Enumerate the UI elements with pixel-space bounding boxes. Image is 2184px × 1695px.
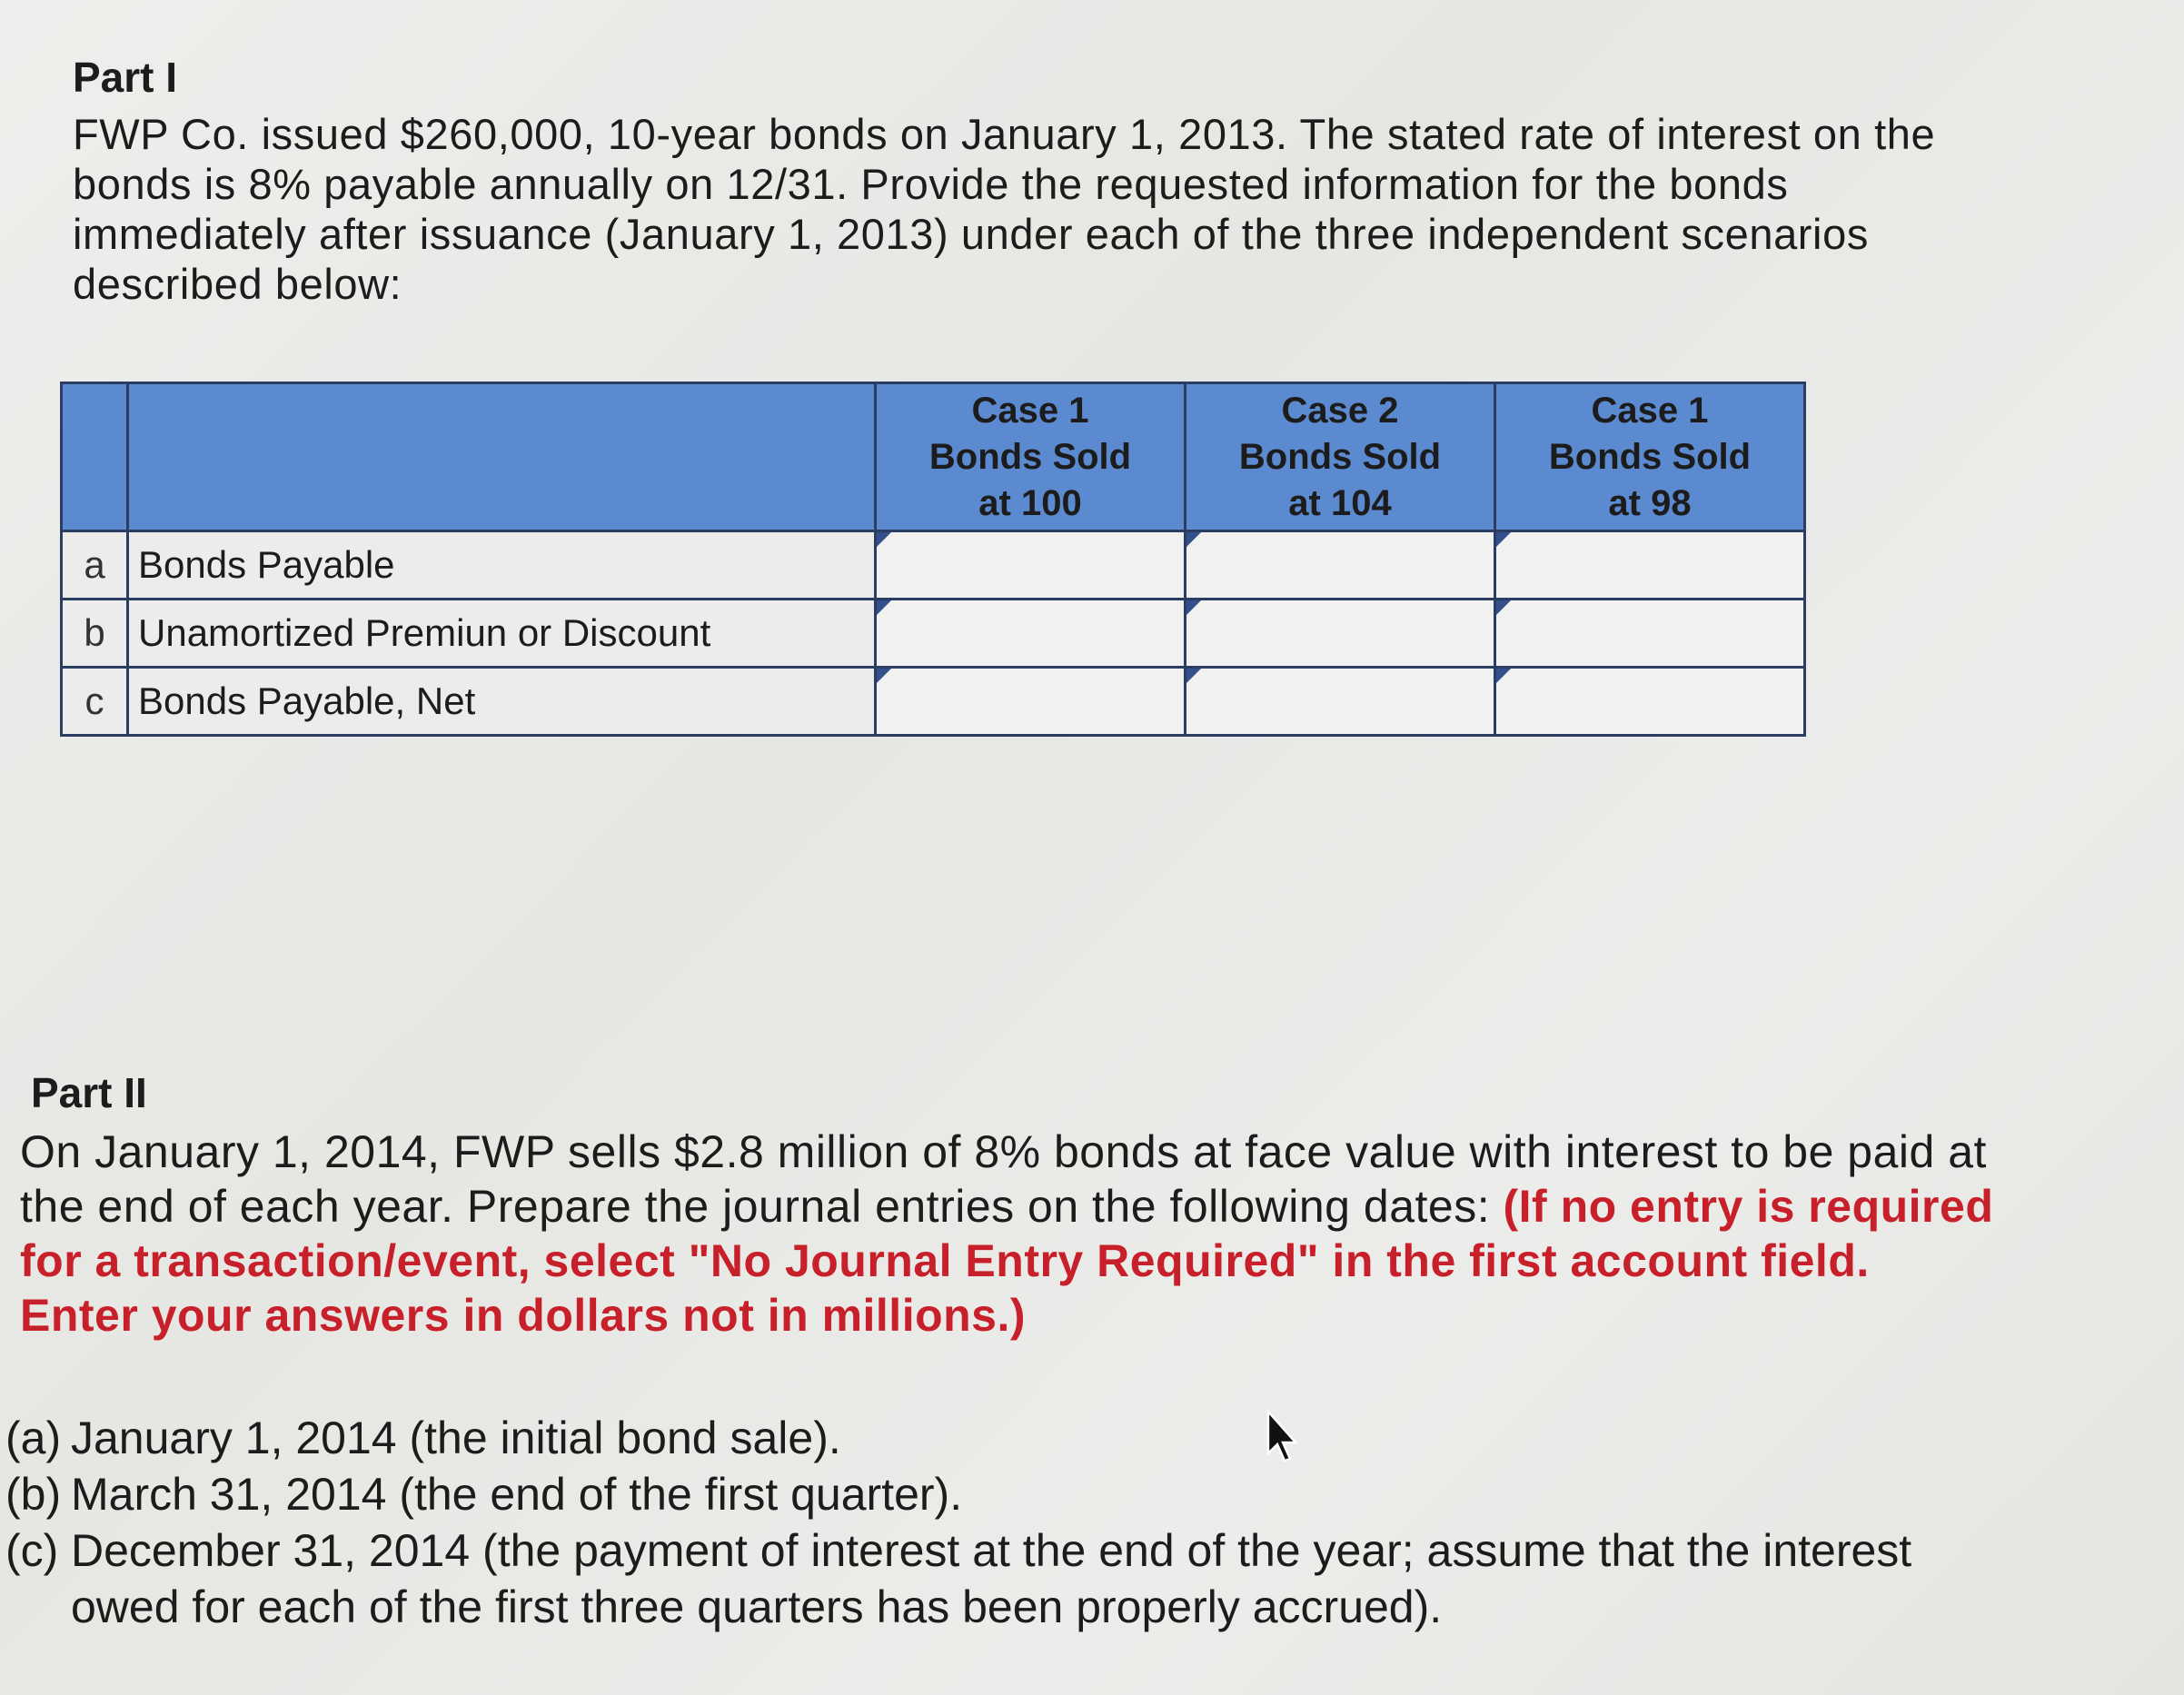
input-case1-bonds-net[interactable] <box>876 668 1186 736</box>
input-case2-bonds-payable[interactable] <box>1186 531 1495 600</box>
part1-text: FWP Co. issued $260,000, 10-year bonds on January 1, 2013. The stated rate of interest on the bonds is 8% payable annually on 12/31. Provide the requested information for the bonds immediately after issuance (January 1, 2013) under each of the three independent scenarios described below: <box>73 110 1936 308</box>
row-letter: c <box>62 668 128 736</box>
input-case3-unamortized[interactable] <box>1495 600 1805 668</box>
header-case-2: Case 2 Bonds Sold at 104 <box>1186 383 1495 531</box>
input-case2-bonds-net[interactable] <box>1186 668 1495 736</box>
bonds-table <box>60 382 1806 737</box>
header-case-3: Case 1 Bonds Sold at 98 <box>1495 383 1805 531</box>
part2-section <box>20 1068 2000 1343</box>
table-row-bonds-payable <box>62 531 1805 600</box>
table-row-bonds-net <box>62 668 1805 736</box>
input-case1-bonds-payable[interactable] <box>876 531 1186 600</box>
part1-section <box>73 53 1980 309</box>
journal-dates-list <box>5 1410 2004 1635</box>
list-item: (c) December 31, 2014 (the payment of interest at the end of the year; assume that the interest owed for each of the first three quarters has been properly accrued). <box>5 1525 1912 1632</box>
header-case-1: Case 1 Bonds Sold at 100 <box>876 383 1186 531</box>
part1-title: Part I <box>73 54 178 101</box>
row-label: Bonds Payable, Net <box>128 668 876 736</box>
row-letter: b <box>62 600 128 668</box>
row-label: Unamortized Premiun or Discount <box>128 600 876 668</box>
list-item: (a) January 1, 2014 (the initial bond sale). <box>5 1412 841 1463</box>
header-blank-letter <box>62 383 128 531</box>
row-label: Bonds Payable <box>128 531 876 600</box>
input-case3-bonds-net[interactable] <box>1495 668 1805 736</box>
part2-text: On January 1, 2014, FWP sells $2.8 million of 8% bonds at face value with interest to be paid at the end of each year. Prepare the journal entries on the following dates: (If no entry is required for a transaction/event, select "No Journal Entry Required" in the first account field. Enter your answers in dollars not in millions.) <box>20 1126 1994 1341</box>
input-case3-bonds-payable[interactable] <box>1495 531 1805 600</box>
header-blank-label <box>128 383 876 531</box>
list-item: (b) March 31, 2014 (the end of the first quarter). <box>5 1469 963 1520</box>
mouse-cursor-icon <box>1265 1410 1301 1464</box>
input-case1-unamortized[interactable] <box>876 600 1186 668</box>
row-letter: a <box>62 531 128 600</box>
part2-title: Part II <box>31 1069 147 1116</box>
part2-instruction: (If no entry is required for a transaction/event, select "No Journal Entry Required" in the first account field. Enter your answers in dollars not in millions.) <box>20 1181 1994 1341</box>
table-row-unamortized <box>62 600 1805 668</box>
input-case2-unamortized[interactable] <box>1186 600 1495 668</box>
table-header-row <box>62 383 1805 531</box>
